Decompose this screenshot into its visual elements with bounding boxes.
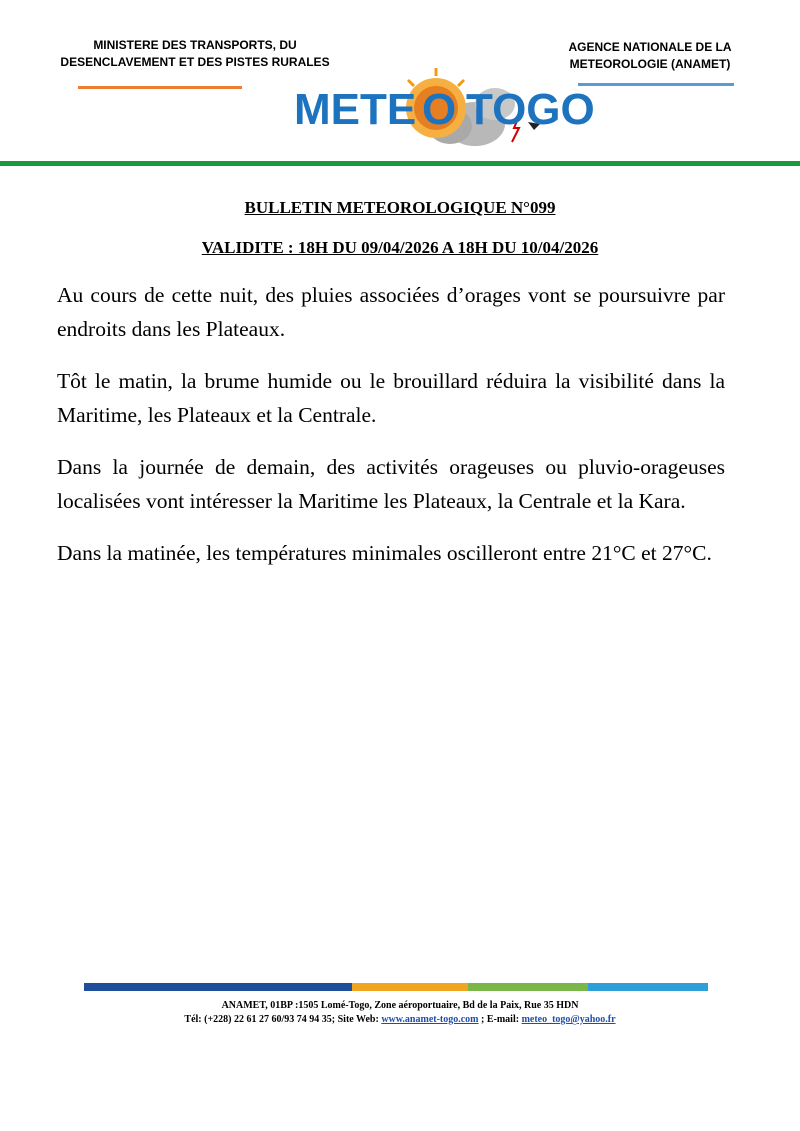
forecast-paragraph-morning: Tôt le matin, la brume humide ou le brouillard réduira la visibilité dans la Maritime, les Plateaux et la Centrale. [57, 369, 725, 427]
agency-line-1: AGENCE NATIONALE DE LA [568, 40, 732, 54]
footer-bar-blue [84, 983, 352, 991]
header-divider [0, 161, 800, 166]
bulletin-title: BULLETIN METEOROLOGIQUE N°099 [244, 198, 556, 217]
footer-bar-green [468, 983, 588, 991]
website-link[interactable]: www.anamet-togo.com [381, 1014, 479, 1025]
footer-bar-lightblue [588, 983, 708, 991]
footer-tel: Tél: (+228) 22 61 27 60/93 74 94 35; Site Web: [184, 1014, 382, 1025]
ministry-line-2: DESENCLAVEMENT ET DES PISTES RURALES [60, 55, 330, 69]
meteo-togo-logo [290, 66, 600, 156]
bulletin-body [57, 278, 725, 588]
agency-line-2: METEOROLOGIE (ANAMET) [569, 57, 731, 71]
ministry-underline [78, 86, 242, 89]
logo-letter-o: O [422, 85, 457, 134]
footer-contact [0, 1013, 800, 1027]
forecast-paragraph-day: Dans la journée de demain, des activités orageuses ou pluvio-orageuses localisées vont intéresser la Maritime les Plateaux, la Centrale et la Kara. [57, 455, 725, 513]
footer-bar-orange [352, 983, 468, 991]
footer-address: ANAMET, 01BP :1505 Lomé-Togo, Zone aéroportuaire, Bd de la Paix, Rue 35 HDN [221, 1000, 579, 1011]
logo-text-left: METE [294, 85, 417, 134]
forecast-paragraph-night: Au cours de cette nuit, des pluies associées d’orages vont se poursuivre par endroits dans les Plateaux. [57, 283, 725, 341]
agency-underline [578, 83, 734, 86]
footer-email-label: ; E-mail: [478, 1014, 522, 1025]
logo-text-right: TOGO [466, 85, 595, 134]
forecast-paragraph-temperatures: Dans la matinée, les températures minimales oscilleront entre 21°C et 27°C. [57, 541, 712, 565]
email-link[interactable]: meteo_togo@yahoo.fr [521, 1014, 616, 1025]
bulletin-validity: VALIDITE : 18H DU 09/04/2026 A 18H DU 10/04/2026 [201, 238, 599, 257]
ministry-line-1: MINISTERE DES TRANSPORTS, DU [93, 38, 297, 52]
